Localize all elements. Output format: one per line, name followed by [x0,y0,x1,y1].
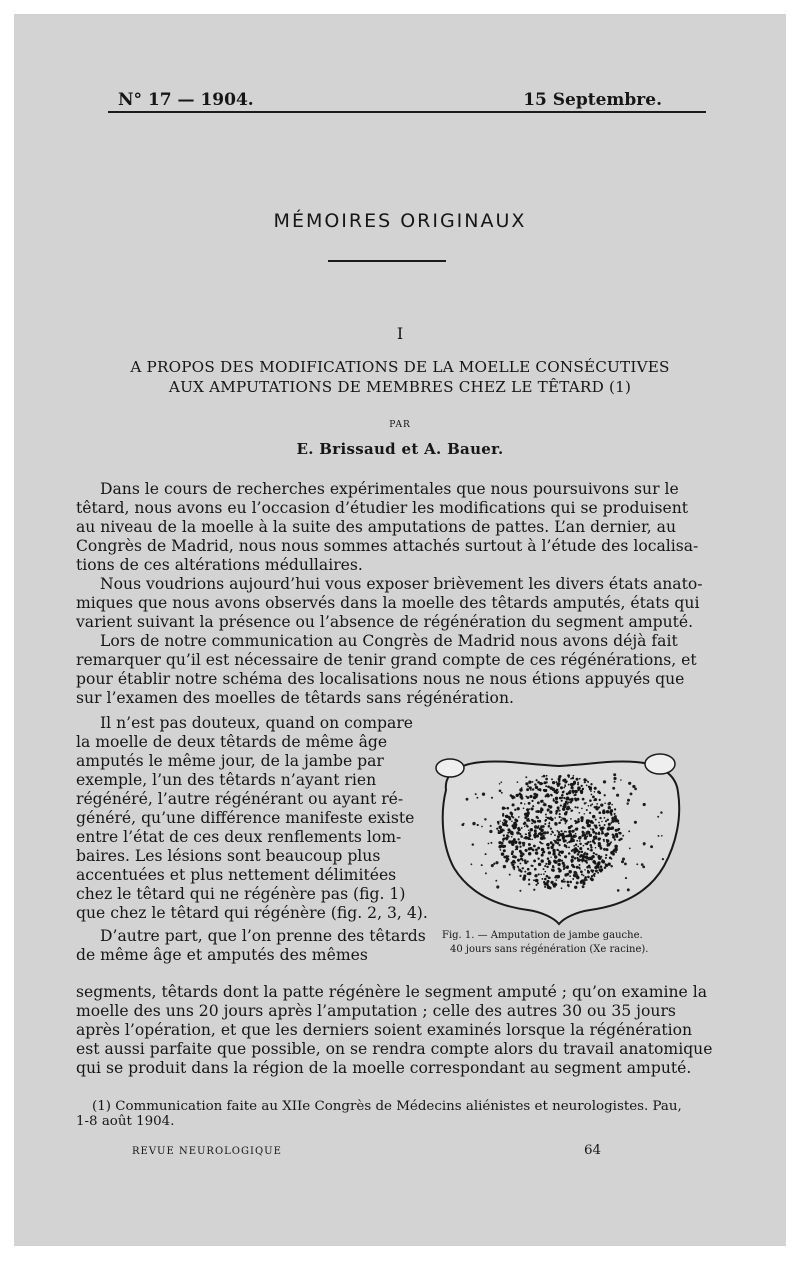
body-line: généré, qu’une différence manifeste existe [76,809,415,827]
article-authors: E. Brissaud et A. Bauer. [296,440,504,458]
scanned-page [14,14,786,1246]
body-line: têtard, nous avons eu l’occasion d’étudier les modifications qui se produisent [76,499,689,517]
journal-name: REVUE NEUROLOGIQUE [132,1146,282,1157]
body-line: Il n’est pas douteux, quand on compare [100,714,414,732]
body-line: exemple, l’un des têtards n’ayant rien [76,771,377,789]
body-line: chez le têtard qui ne régénère pas (fig. 1) [76,885,406,903]
body-line: Dans le cours de recherches expérimentales que nous poursuivons sur le [100,480,679,498]
body-line: la moelle de deux têtards de même âge [76,733,388,751]
body-line: remarquer qu’il est nécessaire de tenir grand compte de ces régénérations, et [76,651,697,669]
issue-number: N° 17 — 1904. [118,90,254,110]
body-line: D’autre part, que l’on prenne des têtards [100,927,426,945]
body-line: segments, têtards dont la patte régénère le segment amputé ; qu’on examine la [76,983,707,1001]
body-line: sur l’examen des moelles de têtards sans régénération. [76,689,514,707]
body-line: Lors de notre communication au Congrès de Madrid nous avons déjà fait [100,632,678,650]
body-line: tions de ces altérations médullaires. [76,556,363,574]
by-label: PAR [389,420,411,430]
footnote-line-1: (1) Communication faite au XIIe Congrès de Médecins aliénistes et neurologistes. Pau, [92,1099,682,1114]
body-line: accentuées et plus nettement délimitées [76,866,397,884]
footnote-line-2: 1-8 août 1904. [76,1114,175,1129]
body-line: Nous voudrions aujourd’hui vous exposer brièvement les divers états anato- [100,575,703,593]
body-line: est aussi parfaite que possible, on se rendra compte alors du travail anatomique [76,1040,713,1058]
body-line: entre l’état de ces deux renflements lom- [76,828,402,846]
body-line: baires. Les lésions sont beaucoup plus [76,847,381,865]
article-title-line-1: A PROPOS DES MODIFICATIONS DE LA MOELLE CONSÉCUTIVES [130,358,670,376]
section-divider [328,260,446,262]
body-line: régénéré, l’autre régénérant ou ayant ré- [76,790,404,808]
body-line: Congrès de Madrid, nous nous sommes attachés surtout à l’étude des localisa- [76,537,699,555]
header-rule [108,111,706,113]
body-line: que chez le têtard qui régénère (fig. 2, 3, 4). [76,904,428,922]
body-line: après l’opération, et que les derniers soient examinés lorsque la régénération [76,1021,693,1039]
figure-caption-line-1: Fig. 1. — Amputation de jambe gauche. [442,930,643,941]
body-line: amputés le même jour, de la jambe par [76,752,384,770]
body-line: pour établir notre schéma des localisations nous ne nous étions appuyés que [76,670,685,688]
article-title-line-2: AUX AMPUTATIONS DE MEMBRES CHEZ LE TÊTARD (1) [168,378,632,396]
page-number: 64 [584,1143,602,1158]
issue-date: 15 Septembre. [523,90,662,110]
body-line: moelle des uns 20 jours après l’amputation ; celle des autres 30 ou 35 jours [76,1002,676,1020]
body-line: au niveau de la moelle à la suite des amputations de pattes. L’an dernier, au [76,518,677,536]
body-line: varient suivant la présence ou l’absence de régénération du segment amputé. [76,613,694,631]
article-number: I [396,324,404,343]
body-line: miques que nous avons observés dans la moelle des têtards amputés, états qui [76,594,700,612]
section-title: MÉMOIRES ORIGINAUX [273,210,527,232]
figure-caption-line-2: 40 jours sans régénération (Xe racine). [450,944,649,955]
spinal-cord-section-figure [424,740,694,928]
body-line: qui se produit dans la région de la moelle correspondant au segment amputé. [76,1059,692,1077]
body-line: de même âge et amputés des mêmes [76,946,368,964]
